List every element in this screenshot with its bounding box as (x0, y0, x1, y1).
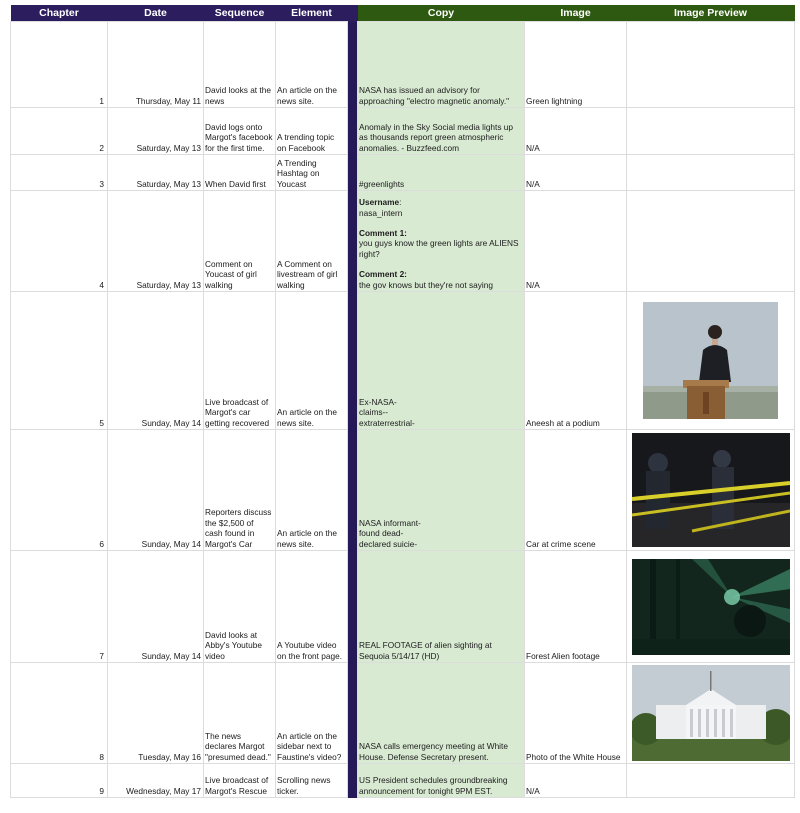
cell-image-preview[interactable] (627, 155, 795, 191)
cell-chapter[interactable]: 6 (11, 430, 108, 551)
forest-alien-photo (632, 559, 790, 655)
cell-copy[interactable]: NASA calls emergency meeting at White House. Defense Secretary present. (358, 663, 525, 764)
cell-date[interactable]: Saturday, May 13 (108, 191, 204, 292)
cell-sequence[interactable]: When David first (204, 155, 276, 191)
cell-chapter[interactable]: 7 (11, 551, 108, 663)
cell-element[interactable]: A trending topic on Facebook (276, 108, 348, 155)
cell-date[interactable]: Saturday, May 13 (108, 108, 204, 155)
cell-chapter[interactable]: 9 (11, 764, 108, 798)
cell-element[interactable]: An article on the news site. (276, 430, 348, 551)
copy-line: extraterrestrial- (359, 417, 415, 428)
cell-chapter[interactable]: 4 (11, 191, 108, 292)
cell-date[interactable]: Saturday, May 13 (108, 155, 204, 191)
cell-chapter[interactable]: 3 (11, 155, 108, 191)
header-image[interactable]: Image (525, 5, 627, 22)
cell-chapter[interactable]: 5 (11, 292, 108, 430)
cell-image-preview[interactable] (627, 191, 795, 292)
comment-2-label: Comment 2: (359, 269, 407, 280)
cell-sequence[interactable]: David looks at the news (204, 22, 276, 108)
cell-sequence[interactable]: Live broadcast of Margot's Rescue (204, 764, 276, 798)
column-separator (348, 430, 358, 551)
cell-image[interactable]: Green lightning (525, 22, 627, 108)
cell-date[interactable]: Tuesday, May 16 (108, 663, 204, 764)
comment-1-text: you guys know the green lights are ALIENS right? (359, 238, 519, 259)
cell-image-preview[interactable] (627, 108, 795, 155)
cell-sequence[interactable]: David logs onto Margot's facebook for the first time. (204, 108, 276, 155)
copy-line: NASA informant- (359, 517, 421, 528)
table-row-4 (11, 191, 795, 292)
table-row-8 (11, 663, 795, 764)
storyboard-table (10, 5, 795, 798)
cell-image[interactable]: N/A (525, 191, 627, 292)
cell-image[interactable]: Forest Alien footage (525, 551, 627, 663)
comment-2-text: the gov knows but they're not saying (359, 279, 493, 290)
header-sequence[interactable]: Sequence (204, 5, 276, 22)
cell-image-preview[interactable] (627, 764, 795, 798)
cell-element[interactable]: An article on the sidebar next to Faustine's video? (276, 663, 348, 764)
cell-chapter[interactable]: 2 (11, 108, 108, 155)
cell-date[interactable]: Thursday, May 11 (108, 22, 204, 108)
column-separator (348, 764, 358, 798)
username-separator: : (399, 197, 402, 208)
cell-element[interactable]: An article on the news site. (276, 292, 348, 430)
copy-line: claims-- (359, 407, 389, 418)
header-image-preview[interactable]: Image Preview (627, 5, 795, 22)
cell-image[interactable]: N/A (525, 108, 627, 155)
cell-copy[interactable]: REAL FOOTAGE of alien sighting at Sequoia 5/14/17 (HD) (358, 551, 525, 663)
cell-copy[interactable] (358, 191, 525, 292)
comment-1-label: Comment 1: (359, 227, 407, 238)
username-label: Username (359, 197, 400, 208)
column-separator (348, 191, 358, 292)
cell-chapter[interactable]: 1 (11, 22, 108, 108)
cell-date[interactable]: Sunday, May 14 (108, 292, 204, 430)
column-separator (348, 292, 358, 430)
cell-image[interactable]: N/A (525, 764, 627, 798)
cell-element[interactable]: A Youtube video on the front page. (276, 551, 348, 663)
username-value: nasa_intern (359, 207, 403, 218)
column-separator (348, 108, 358, 155)
cell-sequence[interactable]: Comment on Youcast of girl walking (204, 191, 276, 292)
cell-image[interactable]: Aneesh at a podium (525, 292, 627, 430)
table-row-3 (11, 155, 795, 191)
cell-copy[interactable]: US President schedules groundbreaking announcement for tonight 9PM EST. (358, 764, 525, 798)
header-row (11, 5, 795, 22)
cell-image[interactable]: Car at crime scene (525, 430, 627, 551)
crime-scene-photo (632, 433, 790, 547)
white-house-photo (632, 665, 790, 761)
column-separator (348, 663, 358, 764)
header-element[interactable]: Element (276, 5, 348, 22)
cell-date[interactable]: Sunday, May 14 (108, 551, 204, 663)
cell-image[interactable]: N/A (525, 155, 627, 191)
column-separator (348, 22, 358, 108)
cell-copy[interactable] (358, 430, 525, 551)
podium-speaker-photo (643, 302, 778, 419)
cell-image-preview[interactable] (627, 551, 795, 663)
cell-image-preview[interactable] (627, 430, 795, 551)
cell-image-preview[interactable] (627, 663, 795, 764)
cell-copy[interactable]: Anomaly in the Sky Social media lights up as thousands report green atmospheric anomalies. - Buzzfeed.com (358, 108, 525, 155)
column-separator (348, 155, 358, 191)
cell-element[interactable]: A Comment on livestream of girl walking (276, 191, 348, 292)
cell-element[interactable]: A Trending Hashtag on Youcast (276, 155, 348, 191)
cell-sequence[interactable]: Reporters discuss the $2,500 of cash found in Margot's Car (204, 430, 276, 551)
table-row-6 (11, 430, 795, 551)
table-row-2 (11, 108, 795, 155)
cell-copy[interactable] (358, 292, 525, 430)
copy-line: declared suicie- (359, 538, 418, 549)
table-row-5 (11, 292, 795, 430)
cell-image[interactable]: Photo of the White House (525, 663, 627, 764)
cell-sequence[interactable]: David looks at Abby's Youtube video (204, 551, 276, 663)
cell-image-preview[interactable] (627, 292, 795, 430)
cell-sequence[interactable]: Live broadcast of Margot's car getting recovered (204, 292, 276, 430)
copy-line: found dead- (359, 528, 404, 539)
column-separator (348, 551, 358, 663)
cell-element[interactable]: Scrolling news ticker. (276, 764, 348, 798)
cell-copy[interactable]: NASA has issued an advisory for approaching "electro magnetic anomaly." (358, 22, 525, 108)
cell-chapter[interactable]: 8 (11, 663, 108, 764)
header-date[interactable]: Date (108, 5, 204, 22)
cell-date[interactable]: Wednesday, May 17 (108, 764, 204, 798)
table-row-1 (11, 22, 795, 108)
cell-date[interactable]: Sunday, May 14 (108, 430, 204, 551)
cell-copy[interactable]: #greenlights (358, 155, 525, 191)
header-chapter[interactable]: Chapter (11, 5, 108, 22)
header-copy[interactable]: Copy (358, 5, 525, 22)
cell-sequence[interactable]: The news declares Margot "presumed dead." (204, 663, 276, 764)
cell-image-preview[interactable] (627, 22, 795, 108)
header-separator (348, 5, 358, 22)
cell-element[interactable]: An article on the news site. (276, 22, 348, 108)
copy-line: Ex-NASA- (359, 396, 397, 407)
table-row-9 (11, 764, 795, 798)
table-row-7 (11, 551, 795, 663)
